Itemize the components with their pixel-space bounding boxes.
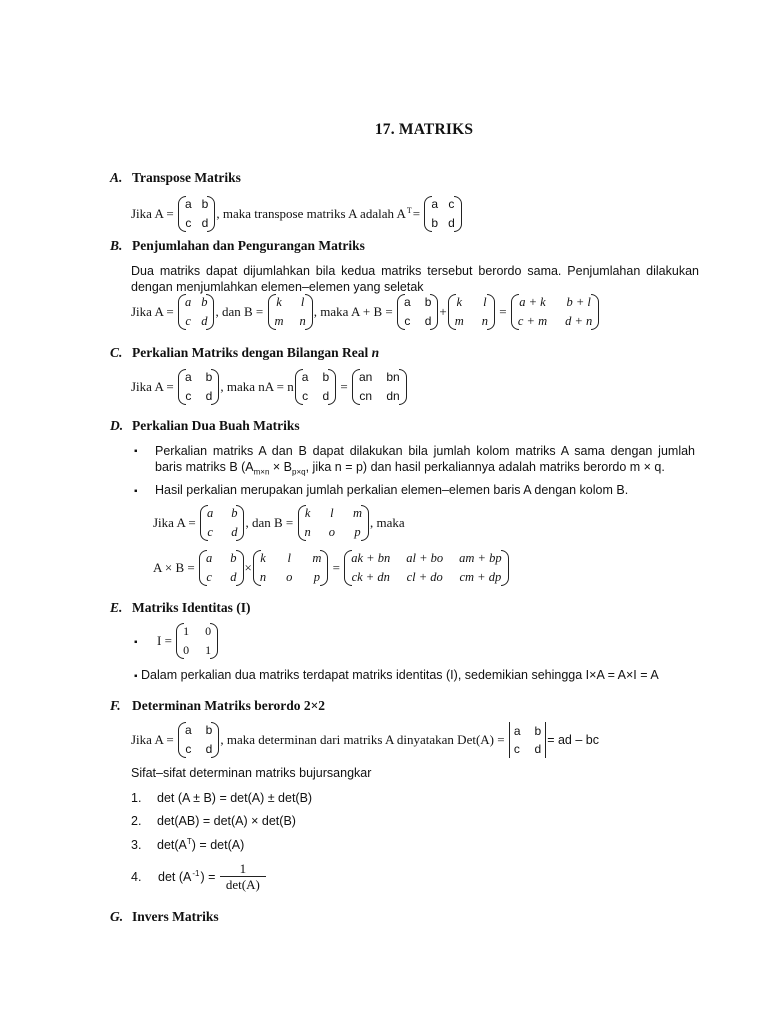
matrix-cell: k bbox=[456, 295, 463, 309]
matrix-b bbox=[298, 504, 370, 542]
matrix-cell: cn bbox=[359, 389, 372, 403]
matrix-cell: k bbox=[276, 295, 282, 309]
determinant-line bbox=[131, 721, 600, 759]
text: = bbox=[412, 206, 421, 221]
superscript: -1 bbox=[192, 868, 200, 878]
matrix-a-transpose bbox=[424, 195, 461, 233]
denominator: det(A) bbox=[220, 876, 266, 893]
matrix-cell: o bbox=[286, 570, 293, 584]
matrix-cell: c bbox=[185, 216, 192, 230]
matrix-cell: n bbox=[481, 314, 488, 328]
matrix-a bbox=[178, 195, 215, 233]
matrix-cell: l bbox=[287, 551, 291, 565]
numerator: 1 bbox=[239, 861, 247, 876]
text: I = bbox=[157, 633, 172, 648]
matrix-cell: l bbox=[300, 295, 305, 309]
section-letter: A. bbox=[110, 170, 123, 185]
section-title: Matriks Identitas (I) bbox=[132, 600, 251, 615]
text: × bbox=[244, 560, 252, 575]
text: Dalam perkalian dua matriks terdapat matriks identitas (I), sedemikian sehingga I×A = A×I = A bbox=[141, 668, 659, 682]
text: × B bbox=[269, 460, 293, 474]
matrix-cell: 1 bbox=[205, 643, 212, 657]
matrix-cell: d bbox=[205, 742, 213, 756]
matrix-cell: d bbox=[424, 314, 432, 328]
matrix-cell: d bbox=[201, 314, 208, 328]
matrix-cell: c bbox=[206, 570, 212, 584]
bullet-2-text: Hasil perkalian merupakan jumlah perkalian elemen–elemen baris A dengan kolom B. bbox=[155, 483, 629, 497]
text: Jika A = bbox=[131, 732, 174, 747]
matrix-a bbox=[178, 721, 219, 759]
matrix-cell: b bbox=[230, 551, 237, 565]
section-letter: B. bbox=[110, 238, 123, 253]
matrix-cell: a bbox=[301, 370, 309, 384]
matrix-b-sum bbox=[448, 293, 495, 331]
matrix-cell: an bbox=[358, 370, 373, 384]
bullet-1-text bbox=[155, 443, 695, 481]
text: , dan B = bbox=[215, 304, 264, 319]
matrix-cell: a bbox=[431, 197, 439, 211]
matrix-cell: n bbox=[259, 570, 267, 584]
section-f-heading bbox=[110, 698, 325, 714]
matrix-cell: d bbox=[534, 742, 542, 756]
matrix-a-scaled bbox=[295, 368, 336, 406]
matrix-cell: c bbox=[513, 742, 520, 756]
matrix-cell: 0 bbox=[205, 624, 212, 638]
bullet-icon: ▪ bbox=[134, 446, 138, 457]
properties-title: Sifat–sifat determinan matriks bujursangkar bbox=[131, 766, 372, 780]
section-title: Determinan Matriks berordo 2×2 bbox=[132, 698, 326, 713]
superscript: T bbox=[186, 837, 192, 846]
text: = bbox=[499, 304, 507, 319]
matrix-cell: c bbox=[448, 197, 455, 211]
section-title: Perkalian Matriks dengan Bilangan Real bbox=[132, 345, 372, 360]
property-1 bbox=[131, 791, 312, 805]
variable-n: n bbox=[371, 345, 380, 360]
property-4 bbox=[131, 861, 267, 893]
matrix-cell: a bbox=[404, 295, 411, 309]
superscript: T bbox=[406, 205, 412, 215]
scalar-line bbox=[131, 368, 408, 406]
property-2 bbox=[131, 814, 296, 828]
text: A × B = bbox=[153, 560, 195, 575]
text: , maka nA = n bbox=[220, 379, 294, 394]
section-title: Transpose Matriks bbox=[132, 170, 241, 185]
matrix-cell: b bbox=[205, 370, 213, 384]
identity-text bbox=[134, 668, 659, 682]
section-letter: D. bbox=[110, 418, 124, 433]
matrix-cell: n bbox=[304, 525, 311, 539]
matrix-cell: c bbox=[185, 389, 192, 403]
matrix-cell: k bbox=[304, 506, 311, 520]
text: = bbox=[340, 379, 348, 394]
property-3 bbox=[131, 837, 244, 852]
subscript: m×n bbox=[253, 467, 270, 477]
matrix-cell: c bbox=[302, 389, 309, 403]
matrix-cell: b bbox=[201, 295, 208, 309]
text: ) = det(A) bbox=[191, 838, 245, 853]
matrix-cell: a bbox=[206, 551, 213, 565]
text: Jika A = bbox=[153, 515, 196, 530]
matrix-cell: n bbox=[299, 314, 306, 328]
text: ) = bbox=[200, 870, 216, 884]
subscript: p×q bbox=[292, 467, 306, 477]
matrix-cell: d + n bbox=[565, 314, 593, 328]
addition-paragraph: Dua matriks dapat dijumlahkan bila kedua matriks tersebut berordo sama. Penjumlahan dilakukan dengan menjumlahkan elemen–elemen yang seletak bbox=[131, 264, 699, 294]
matrix-cell: m bbox=[454, 314, 464, 328]
section-d-heading bbox=[110, 418, 300, 434]
matrix-cell: bn bbox=[386, 370, 400, 384]
bullet-icon: ▪ bbox=[134, 637, 138, 648]
text: det (A bbox=[158, 870, 192, 884]
text: Jika A = bbox=[131, 379, 174, 394]
section-b-heading bbox=[110, 238, 365, 254]
list-number: 3. bbox=[131, 838, 142, 853]
matrix-cell: k bbox=[260, 551, 266, 565]
matrix-cell: cm + dp bbox=[459, 570, 502, 584]
matrix-cell: a bbox=[184, 723, 192, 737]
matrix-cell: d bbox=[205, 389, 213, 403]
matrix-a-sum bbox=[397, 293, 438, 331]
section-e-heading bbox=[110, 600, 251, 616]
bullet-icon: ▪ bbox=[134, 671, 138, 682]
identity-line bbox=[157, 622, 219, 660]
matrix-cell: c bbox=[404, 314, 411, 328]
matrix-cell: b bbox=[431, 216, 439, 230]
text: = bbox=[332, 560, 340, 575]
matrix-cell: ck + dn bbox=[351, 570, 390, 584]
product-def-line bbox=[153, 504, 406, 542]
matrix-b bbox=[268, 293, 313, 331]
matrix-cell: c bbox=[185, 742, 192, 756]
matrix-identity bbox=[176, 622, 218, 660]
matrix-cell: b bbox=[205, 723, 213, 737]
matrix-cell: al + bo bbox=[406, 551, 444, 565]
addition-line bbox=[131, 293, 600, 331]
matrix-cell: d bbox=[230, 570, 237, 584]
section-letter: G. bbox=[110, 909, 124, 924]
matrix-cell: b bbox=[534, 724, 542, 738]
text: , maka A + B = bbox=[313, 304, 393, 319]
matrix-cell: a bbox=[513, 724, 521, 738]
matrix-cell: am + bp bbox=[459, 551, 502, 565]
matrix-cell: b + l bbox=[566, 295, 591, 309]
matrix-cell: d bbox=[322, 389, 330, 403]
matrix-cell: a bbox=[184, 370, 192, 384]
text: , maka transpose matriks A adalah A bbox=[216, 206, 406, 221]
matrix-a bbox=[200, 504, 245, 542]
matrix-cell: d bbox=[448, 216, 455, 230]
matrix-cell: o bbox=[328, 525, 336, 539]
section-letter: F. bbox=[110, 698, 121, 713]
section-letter: E. bbox=[110, 600, 123, 615]
text: det(AB) = det(A) × det(B) bbox=[157, 814, 296, 828]
matrix-cell: b bbox=[231, 506, 238, 520]
matrix-cell: a bbox=[206, 506, 214, 520]
matrix-cell: m bbox=[274, 314, 284, 328]
section-title: Perkalian Dua Buah Matriks bbox=[132, 418, 300, 433]
matrix-sum-result bbox=[511, 293, 599, 331]
matrix-cell: ak + bn bbox=[351, 551, 391, 565]
text: Jika A = bbox=[131, 304, 174, 319]
text: baris matriks B (A bbox=[155, 460, 254, 474]
matrix-cell: 0 bbox=[183, 643, 190, 657]
text: , maka bbox=[370, 515, 405, 530]
matrix-cell: 1 bbox=[183, 624, 190, 638]
text: det(A bbox=[157, 838, 187, 853]
matrix-cell: p bbox=[313, 570, 320, 584]
matrix-cell: d bbox=[231, 525, 238, 539]
section-letter: C. bbox=[110, 345, 123, 360]
matrix-cell: l bbox=[483, 295, 487, 309]
text: Jika A = bbox=[131, 206, 174, 221]
matrix-na-result bbox=[352, 368, 407, 406]
text: = ad – bc bbox=[547, 733, 599, 747]
matrix-product-result bbox=[344, 549, 508, 587]
matrix-cell: c bbox=[207, 525, 213, 539]
matrix-cell: a bbox=[184, 197, 192, 211]
list-number: 4. bbox=[131, 870, 142, 884]
matrix-cell: b bbox=[424, 295, 432, 309]
matrix-cell: l bbox=[330, 506, 334, 520]
matrix-cell: c bbox=[185, 314, 191, 328]
matrix-cell: cl + do bbox=[406, 570, 443, 584]
section-g-heading bbox=[110, 909, 219, 925]
fraction bbox=[220, 861, 266, 893]
text: + bbox=[439, 304, 447, 319]
matrix-cell: m bbox=[353, 506, 363, 520]
text: , jika n = p) dan hasil perkaliannya adalah matriks berordo m × q. bbox=[305, 460, 665, 474]
section-c-heading bbox=[110, 345, 379, 361]
matrix-cell: a + k bbox=[519, 295, 546, 309]
matrix-b bbox=[253, 549, 329, 587]
matrix-a bbox=[178, 368, 219, 406]
text: , dan B = bbox=[245, 515, 294, 530]
transpose-line bbox=[131, 195, 463, 233]
section-title: Penjumlahan dan Pengurangan Matriks bbox=[132, 238, 365, 253]
section-title: Invers Matriks bbox=[132, 909, 219, 924]
matrix-cell: a bbox=[184, 295, 192, 309]
matrix-cell: p bbox=[354, 525, 361, 539]
matrix-cell: d bbox=[201, 216, 209, 230]
text: Perkalian matriks A dan B dapat dilakukan bila jumlah kolom matriks A sama dengan jumlah bbox=[155, 444, 695, 458]
matrix-cell: c + m bbox=[517, 314, 548, 328]
matrix-cell: dn bbox=[386, 389, 400, 403]
list-number: 2. bbox=[131, 814, 142, 828]
matrix-a bbox=[199, 549, 244, 587]
page-title: 17. MATRIKS bbox=[374, 121, 474, 138]
matrix-cell: b bbox=[322, 370, 330, 384]
bullet-icon: ▪ bbox=[134, 486, 138, 497]
matrix-cell: b bbox=[201, 197, 209, 211]
determinant-a bbox=[509, 722, 546, 758]
text: , maka determinan dari matriks A dinyatakan Det(A) = bbox=[220, 732, 505, 747]
matrix-a bbox=[178, 293, 215, 331]
matrix-cell: m bbox=[312, 551, 322, 565]
text: det (A ± B) = det(A) ± det(B) bbox=[157, 791, 313, 805]
product-line bbox=[153, 549, 510, 587]
list-number: 1. bbox=[131, 791, 142, 805]
section-a-heading bbox=[110, 170, 241, 186]
